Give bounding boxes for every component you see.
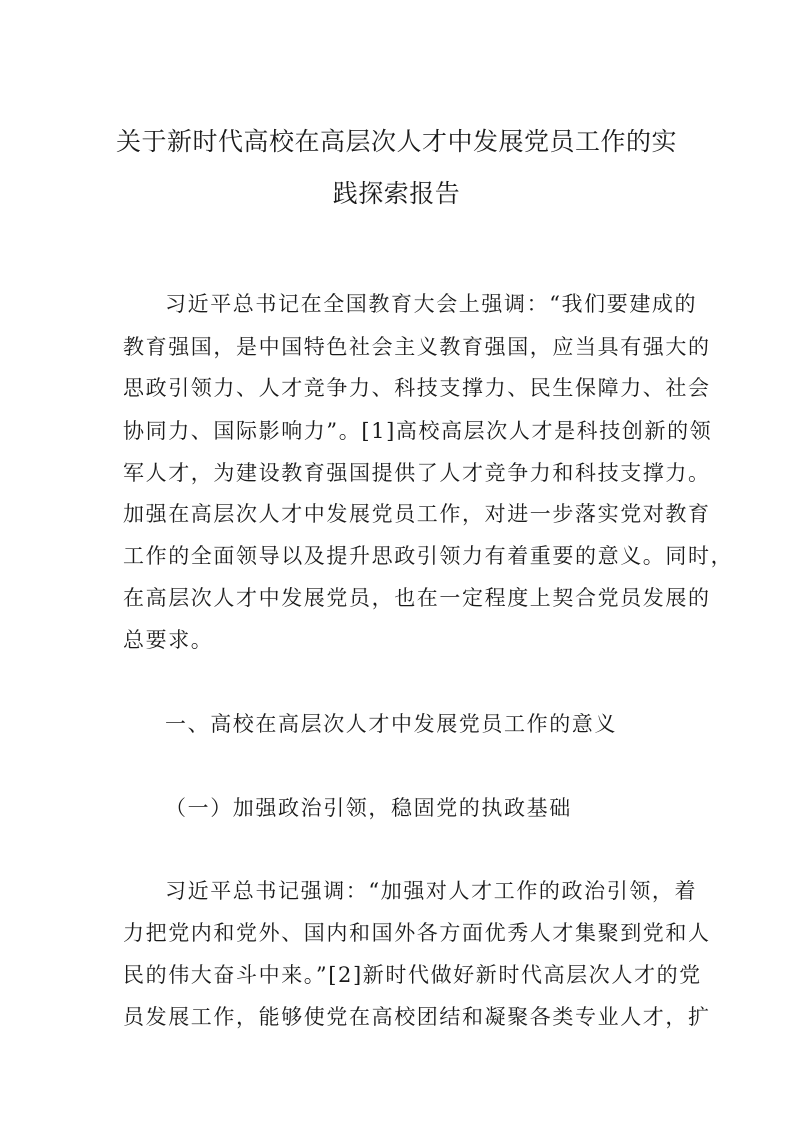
paragraph-2-line-1: 习近平总书记强调：“加强对人才工作的政治引领，着	[165, 879, 698, 903]
paragraph-1-line-6: 加强在高层次人才中发展党员工作，对进一步落实党对教育	[123, 502, 711, 526]
paragraph-2-line-2: 力把党内和党外、国内和国外各方面优秀人才集聚到党和人	[123, 921, 711, 945]
paragraph-1-line-5: 军人才，为建设教育强国提供了人才竞争力和科技支撑力。	[123, 461, 711, 485]
paragraph-2-line-4: 员发展工作，能够使党在高校团结和凝聚各类专业人才，扩	[123, 1005, 711, 1029]
paragraph-2-line-3: 民的伟大奋斗中来。”[2]新时代做好新时代高层次人才的党	[123, 963, 702, 987]
document-title-line-2: 践探索报告	[332, 179, 461, 208]
paragraph-1-line-8: 在高层次人才中发展党员，也在一定程度上契合党员发展的	[123, 586, 711, 610]
document-title-line-1: 关于新时代高校在高层次人才中发展党员工作的实	[115, 127, 677, 156]
section-heading-1: 一、高校在高层次人才中发展党员工作的意义	[165, 712, 617, 736]
paragraph-1-line-9: 总要求。	[123, 628, 214, 652]
paragraph-1-line-2: 教育强国，是中国特色社会主义教育强国，应当具有强大的	[123, 335, 711, 359]
section-heading-2: （一）加强政治引领，稳固党的执政基础	[165, 796, 572, 820]
paragraph-1-line-3: 思政引领力、人才竞争力、科技支撑力、民生保障力、社会	[123, 376, 711, 400]
paragraph-1-line-4: 协同力、国际影响力”。[1]高校高层次人才是科技创新的领	[123, 419, 713, 443]
paragraph-1-line-7: 工作的全面领导以及提升思政引领力有着重要的意义。同时，	[123, 544, 734, 568]
paragraph-1-line-1: 习近平总书记在全国教育大会上强调：“我们要建成的	[165, 292, 698, 316]
